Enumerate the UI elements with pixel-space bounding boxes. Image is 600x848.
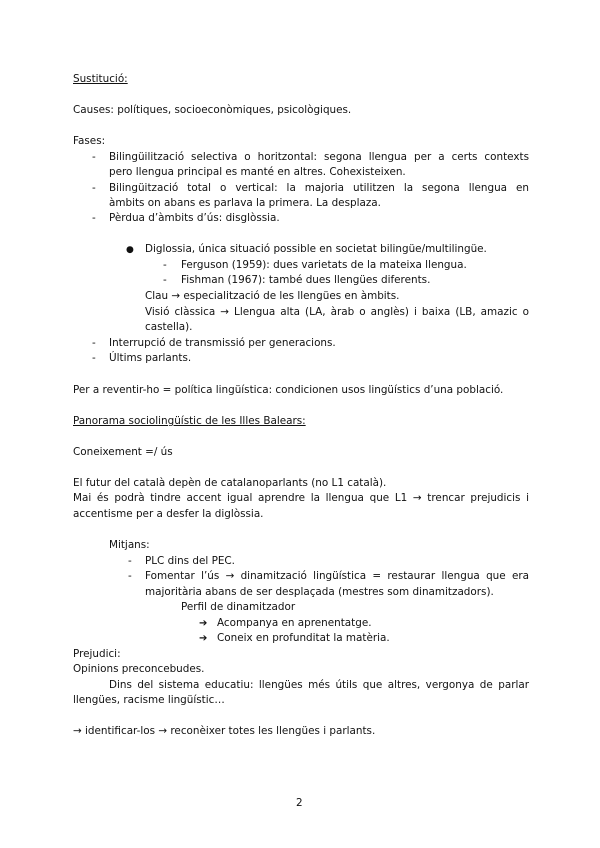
clau-text: Clau → especialització de les llengües en àmbits. bbox=[145, 290, 400, 302]
diglossia-text: Diglossia, única situació possible en societat bilingüe/multilingüe. bbox=[145, 243, 487, 255]
mitjans-label: Mitjans: bbox=[109, 539, 150, 551]
fase-line: Pèrdua d’àmbits d’ús: disglòssia. bbox=[109, 212, 280, 224]
coneixement-text: Coneixement =/ ús bbox=[73, 446, 173, 458]
reventir-text: Per a reventir-ho = política lingüística: condicionen usos lingüístics d’una població. bbox=[73, 384, 504, 396]
perfil-item: Coneix en profunditat la matèria. bbox=[217, 632, 390, 644]
bullet-dot: ● bbox=[126, 245, 134, 255]
list-dash: - bbox=[128, 570, 132, 582]
identificar-text: → identificar-los → reconèixer totes les llengües i parlants. bbox=[73, 725, 376, 737]
list-dash: - bbox=[92, 212, 96, 224]
list-dash: - bbox=[92, 182, 96, 194]
mitjans-line: Fomentar l’ús → dinamització lingüística = restaurar llengua que era bbox=[145, 570, 529, 582]
prejudici-label: Prejudici: bbox=[73, 648, 121, 660]
perfil-item: Acompanya en aprenentatge. bbox=[217, 617, 372, 629]
opinions-text: Opinions preconcebudes. bbox=[73, 663, 205, 675]
mai-line: accentisme per a desfer la diglòssia. bbox=[73, 508, 264, 520]
perfil-label: Perfil de dinamitzador bbox=[181, 601, 296, 613]
futur-text: El futur del català depèn de catalanoparlants (no L1 català). bbox=[73, 477, 387, 489]
list-dash: - bbox=[163, 274, 167, 286]
fase-line: pero llengua principal es manté en altres. Cohexisteixen. bbox=[109, 166, 406, 178]
fase-line: àmbits on abans es parlava la primera. La desplaza. bbox=[109, 197, 381, 209]
list-dash: - bbox=[128, 555, 132, 567]
dins-line: llengües, racisme lingüístic… bbox=[73, 694, 225, 706]
author-line: Fishman (1967): també dues llengües diferents. bbox=[181, 274, 431, 286]
list-dash: - bbox=[92, 151, 96, 163]
fase-line: Interrupció de transmissió per generacions. bbox=[109, 337, 336, 349]
section-heading-sustitucio: Sustitució: bbox=[73, 73, 128, 85]
author-line: Ferguson (1959): dues varietats de la mateixa llengua. bbox=[181, 259, 467, 271]
fase-line: Últims parlants. bbox=[109, 352, 192, 364]
arrow-icon: ➔ bbox=[199, 633, 208, 644]
fase-line: Bilingüilització selectiva o horitzontal: segona llengua per a certs contexts bbox=[109, 151, 529, 163]
dins-line: Dins del sistema educatiu: llengües més útils que altres, vergonya de parlar bbox=[109, 679, 529, 691]
list-dash: - bbox=[92, 337, 96, 349]
page-number: 2 bbox=[296, 797, 303, 809]
mai-line: Mai és podrà tindre accent igual aprendre la llengua que L1 → trencar prejudicis i bbox=[73, 492, 529, 504]
visio-line: castella). bbox=[145, 321, 193, 333]
fases-label: Fases: bbox=[73, 135, 106, 147]
list-dash: - bbox=[163, 259, 167, 271]
arrow-icon: ➔ bbox=[199, 618, 208, 629]
visio-line: Visió clàssica → Llengua alta (LA, àrab o anglès) i baixa (LB, amazic o bbox=[145, 306, 529, 318]
section-heading-panorama: Panorama sociolingüístic de les Illes Balears: bbox=[73, 415, 306, 427]
fase-line: Bilingüització total o vertical: la majoria utilitzen la segona llengua en bbox=[109, 182, 529, 194]
causes-text: Causes: polítiques, socioeconòmiques, psicològiques. bbox=[73, 104, 352, 116]
list-dash: - bbox=[92, 352, 96, 364]
mitjans-line: majoritària abans de ser desplaçada (mestres som dinamitzadors). bbox=[145, 586, 494, 598]
mitjans-line: PLC dins del PEC. bbox=[145, 555, 235, 567]
